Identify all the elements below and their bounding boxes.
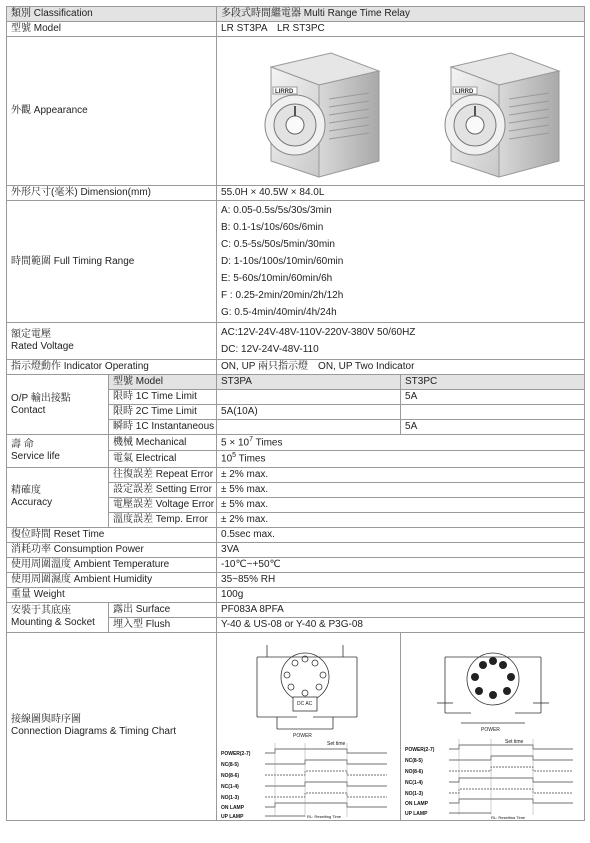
diagrams-label xyxy=(7,632,217,820)
dimension-label: 外形尺寸(毫米) Dimension(mm) xyxy=(7,186,217,201)
row-appearance xyxy=(7,37,585,186)
weight-value: 100g xyxy=(217,587,585,602)
contact-row-c: 5A xyxy=(401,390,585,405)
appearance-images xyxy=(217,37,585,186)
timing-range-g: G: 0.5-4min/40min/4h/24h xyxy=(221,307,337,318)
life-label-cn: 壽 命 xyxy=(11,438,34,450)
row-diagrams xyxy=(7,632,585,820)
timing-row-c-3: NC(1-4) xyxy=(405,780,423,787)
life-label-en: Service life xyxy=(11,450,60,462)
model-label: 型號 Model xyxy=(7,22,217,37)
voltage-values xyxy=(217,323,585,360)
accuracy-row-label: 溫度誤差 Temp. Error xyxy=(109,512,217,527)
row-reset-time xyxy=(7,527,585,542)
model-value: LR ST3PA LR ST3PC xyxy=(217,22,585,37)
set-time-c: Set time xyxy=(505,739,524,746)
accuracy-row-label: 設定誤差 Setting Error xyxy=(109,482,217,497)
classification-label: 類別 Classification xyxy=(7,7,217,22)
reset-label: 復位時間 Reset Time xyxy=(7,527,217,542)
mounting-flush-label: 埋入型 Flush xyxy=(109,617,217,632)
timing-row-a-4: NO(1-3) xyxy=(221,795,240,802)
timing-row-a-3: NC(1-4) xyxy=(221,784,239,791)
row-life-mech xyxy=(7,435,585,451)
accuracy-label-en: Accuracy xyxy=(11,497,53,509)
life-elec-label: 電氣 Electrical xyxy=(109,451,217,467)
timing-row-c-4: NO(1-3) xyxy=(405,791,424,798)
contact-col-st3pa: ST3PA xyxy=(217,375,401,390)
contact-row-a xyxy=(217,420,401,435)
mounting-label-en: Mounting & Socket xyxy=(11,617,95,629)
row-contact-header xyxy=(7,375,585,390)
voltage-label-en: Rated Voltage xyxy=(11,341,74,352)
accuracy-row-label: 電壓誤差 Voltage Error xyxy=(109,497,217,512)
timing-row-c-6: UP LAMP xyxy=(405,811,428,818)
contact-row-c xyxy=(401,405,585,420)
contact-row-label: 瞬時 1C Instantaneous xyxy=(109,420,217,435)
relay-photo-st3pc xyxy=(445,53,559,177)
dcac-label-a: DC AC xyxy=(297,701,313,708)
row-model xyxy=(7,22,585,37)
row-classification xyxy=(7,7,585,22)
humidity-value: 35~85% RH xyxy=(217,572,585,587)
timing-range-e: E: 5-60s/10min/60min/6h xyxy=(221,273,333,284)
contact-row-label: 限時 2C Time Limit xyxy=(109,405,217,420)
row-indicator xyxy=(7,360,585,375)
consumption-value: 3VA xyxy=(217,542,585,557)
row-dimension xyxy=(7,186,585,201)
timing-range-b: B: 0.1-1s/10s/60s/6min xyxy=(221,222,324,233)
life-mech-value: $5 \times 10^7$ Times xyxy=(217,435,585,451)
timing-range-c: C: 0.5-5s/50s/5min/30min xyxy=(221,239,335,250)
indicator-value: ON, UP 兩只指示燈 ON, UP Two Indicator xyxy=(217,360,585,375)
contact-row-label: 限時 1C Time Limit xyxy=(109,390,217,405)
voltage-ac: AC:12V-24V-48V-110V-220V-380V 50/60HZ xyxy=(221,327,416,338)
accuracy-row-value: ± 5% max. xyxy=(217,482,585,497)
mounting-surface-label: 露出 Surface xyxy=(109,602,217,617)
row-weight xyxy=(7,587,585,602)
diagram-st3pc-cell xyxy=(401,632,585,820)
appearance-label: 外觀 Appearance xyxy=(7,37,217,186)
timing-row-a-0: POWER(2-7) xyxy=(221,751,251,758)
timing-row-a-6: UP LAMP xyxy=(221,814,244,820)
timing-range-f: F : 0.25-2min/20min/2h/12h xyxy=(221,290,344,301)
contact-row-a: 5A(10A) xyxy=(217,405,401,420)
timing-row-c-1: NC(8-5) xyxy=(405,758,423,765)
relay-photos xyxy=(217,37,585,185)
power-label-a: POWER xyxy=(293,733,312,740)
consumption-label: 消耗功率 Consumption Power xyxy=(7,542,217,557)
timing-caption-c: RL: Resetting Time xyxy=(491,815,526,820)
reset-value: 0.5sec max. xyxy=(217,527,585,542)
power-label-c: POWER xyxy=(481,727,500,734)
dimension-value: 55.0H × 40.5W × 84.0L xyxy=(217,186,585,201)
indicator-label: 指示燈動作 Indicator Operating xyxy=(7,360,217,375)
relay-brand-right: LIRRD xyxy=(455,89,474,95)
timing-row-c-5: ON LAMP xyxy=(405,801,429,808)
mounting-surface-value: PF083A 8PFA xyxy=(217,602,585,617)
weight-label: 重量 Weight xyxy=(7,587,217,602)
voltage-dc: DC: 12V-24V-48V-110 xyxy=(221,344,319,355)
spec-table xyxy=(6,6,585,821)
diagram-st3pa-cell xyxy=(217,632,401,820)
contact-label-cn: O/P 輸出接點 xyxy=(11,392,71,404)
row-temperature xyxy=(7,557,585,572)
timing-values xyxy=(217,201,585,323)
mounting-label xyxy=(7,602,109,632)
accuracy-row-value: ± 2% max. xyxy=(217,512,585,527)
row-rated-voltage xyxy=(7,323,585,360)
timing-row-c-2: NO(8-6) xyxy=(405,769,424,776)
life-elec-value: $10^5$ Times xyxy=(217,451,585,467)
temperature-label: 使用周圍溫度 Ambient Temperature xyxy=(7,557,217,572)
diagram-st3pc xyxy=(401,633,585,819)
accuracy-label-cn: 精確度 xyxy=(11,485,41,497)
diagram-st3pa xyxy=(217,633,401,819)
timing-row-a-1: NC(8-5) xyxy=(221,762,239,769)
contact-col-st3pc: ST3PC xyxy=(401,375,585,390)
timing-row-a-5: ON LAMP xyxy=(221,805,245,812)
timing-row-c-0: POWER(2-7) xyxy=(405,747,435,754)
connection-diagram-st3pa xyxy=(257,645,357,729)
contact-label xyxy=(7,375,109,435)
accuracy-row-value: ± 2% max. xyxy=(217,467,585,482)
diagrams-label-cn: 接線圖與時序圖 xyxy=(11,714,81,726)
set-time-a: Set time xyxy=(327,741,346,748)
timing-caption-a: RL: Resetting Time xyxy=(307,814,342,820)
timing-range-a: A: 0.05-0.5s/5s/30s/3min xyxy=(221,205,332,216)
timing-chart-st3pa xyxy=(221,741,346,819)
contact-row-a xyxy=(217,390,401,405)
humidity-label: 使用周圍濕度 Ambient Humidity xyxy=(7,572,217,587)
timing-range-d: D: 1-10s/100s/10min/60min xyxy=(221,256,344,267)
mounting-label-cn: 安裝于其底座 xyxy=(11,605,71,617)
contact-model-label: 型號 Model xyxy=(109,375,217,390)
diagrams-label-en: Connection Diagrams & Timing Chart xyxy=(11,726,177,738)
mounting-flush-value: Y-40 & US-08 or Y-40 & P3G-08 xyxy=(217,617,585,632)
row-mounting-surface xyxy=(7,602,585,617)
classification-value: 多段式時間繼電器 Multi Range Time Relay xyxy=(217,7,585,22)
life-label xyxy=(7,435,109,468)
row-humidity xyxy=(7,572,585,587)
timing-chart-st3pc xyxy=(405,739,526,819)
timing-label: 時間範圍 Full Timing Range xyxy=(7,201,217,323)
contact-label-en: Contact xyxy=(11,404,46,416)
life-mech-label: 機械 Mechanical xyxy=(109,435,217,451)
accuracy-row-label: 往復誤差 Repeat Error xyxy=(109,467,217,482)
accuracy-label xyxy=(7,467,109,527)
contact-row-c: 5A xyxy=(401,420,585,435)
voltage-label xyxy=(7,323,217,360)
relay-photo-st3pa xyxy=(265,53,379,177)
timing-row-a-2: NO(8-6) xyxy=(221,773,240,780)
accuracy-row-value: ± 5% max. xyxy=(217,497,585,512)
relay-brand-left: LIRRD xyxy=(275,89,294,95)
row-consumption xyxy=(7,542,585,557)
voltage-label-cn: 額定電壓 xyxy=(11,329,51,340)
row-accuracy-1 xyxy=(7,467,585,482)
row-timing-range xyxy=(7,201,585,323)
temperature-value: -10℃~+50℃ xyxy=(217,557,585,572)
